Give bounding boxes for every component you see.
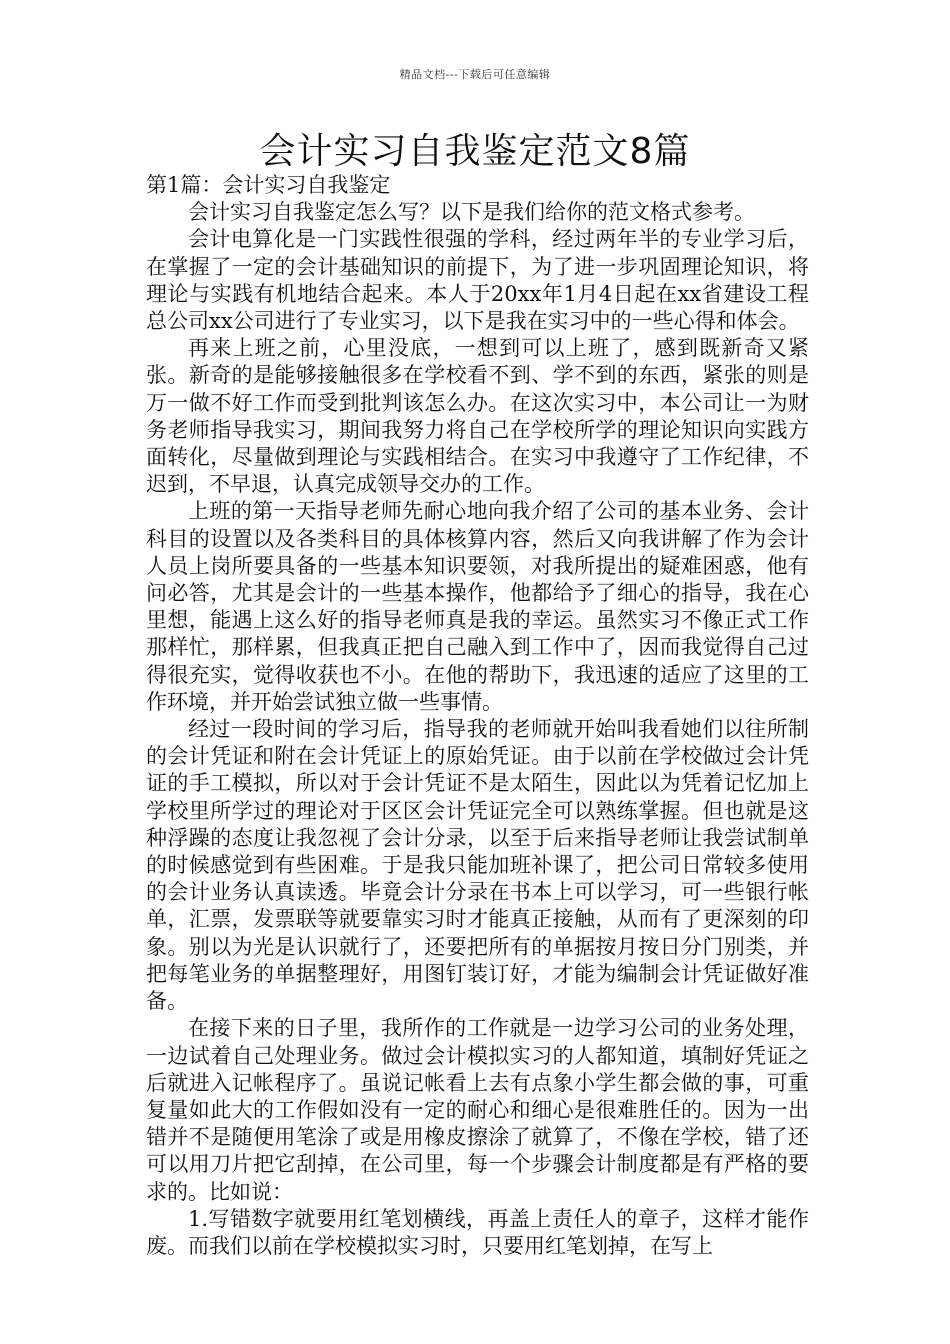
paragraph-mentor: 上班的第一天指导老师先耐心地向我介绍了公司的基本业务、会计科目的设置以及各类科目的具体核算内容，然后又向我讲解了作为会计人员上岗所要具备的一些基本知识要领，对我所提出的疑难困惑，他有问必答，尤其是会计的一些基本操作，他都给予了细心的指导，我在心里想，能遇上这么好的指导老师真是我的幸运。虽然实习不像正式工作那样忙，那样累，但我真正把自己融入到工作中了，因而我觉得自己过得很充实，觉得收获也不小。在他的帮助下，我迅速的适应了这里的工作环境，并开始尝试独立做一些事情。 bbox=[146, 499, 809, 714]
paragraph-rule-1: 1.写错数字就要用红笔划横线，再盖上责任人的章子，这样才能作废。而我们以前在学校模拟实习时，只要用红笔划掉，在写上 bbox=[146, 1206, 809, 1258]
document-body bbox=[146, 172, 809, 1260]
paragraph-bookkeeping: 在接下来的日子里，我所作的工作就是一边学习公司的业务处理，一边试着自己处理业务。做过会计模拟实习的人都知道，填制好凭证之后就进入记帐程序了。虽说记帐看上去有点象小学生都会做的事，可重复量如此大的工作假如没有一定的耐心和细心是很难胜任的。因为一出错并不是随便用笔涂了或是用橡皮擦涂了就算了，不像在学校，错了还可以用刀片把它刮掉，在公司里，每一个步骤会计制度都是有严格的要求的。比如说： bbox=[146, 1016, 809, 1204]
paragraph-first-days: 再来上班之前，心里没底，一想到可以上班了，感到既新奇又紧张。新奇的是能够接触很多在学校看不到、学不到的东西，紧张的则是万一做不好工作而受到批判该怎么办。在这次实习中，本公司让一为财务老师指导我实习，期间我努力将自己在学校所学的理论知识向实践方面转化，尽量做到理论与实践相结合。在实习中我遵守了工作纪律，不迟到，不早退，认真完成领导交办的工作。 bbox=[146, 336, 809, 497]
paragraph-intro: 会计实习自我鉴定怎么写？以下是我们给你的范文格式参考。 bbox=[188, 200, 755, 225]
paragraph-background: 会计电算化是一门实践性很强的学科，经过两年半的专业学习后，在掌握了一定的会计基础知识的前提下，为了进一步巩固理论知识，将理论与实践有机地结合起来。本人于20xx年1月4日起在xx省建设工程总公司xx公司进行了专业实习，以下是我在实习中的一些心得和体会。 bbox=[146, 227, 809, 334]
section-heading: 第1篇：会计实习自我鉴定 bbox=[146, 173, 391, 197]
document-title: 会计实习自我鉴定范文8篇 bbox=[259, 131, 691, 172]
paragraph-vouchers: 经过一段时间的学习后，指导我的老师就开始叫我看她们以往所制的会计凭证和附在会计凭证上的原始凭证。由于以前在学校做过会计凭证的手工模拟，所以对于会计凭证不是太陌生，因此以为凭着记忆加上学校里所学过的理论对于区区会计凭证完全可以熟练掌握。但也就是这种浮躁的态度让我忽视了会计分录，以至于后来指导老师让我尝试制单的时候感觉到有些困难。于是我只能加班补课了，把公司日常较多使用的会计业务认真读透。毕竟会计分录在书本上可以学习，可一些银行帐单，汇票，发票联等就要靠实习时才能真正接触，从而有了更深刻的印象。别以为光是认识就行了，还要把所有的单据按月按日分门别类，并把每笔业务的单据整理好，用图钉装订好，才能为编制会计凭证做好准备。 bbox=[146, 717, 809, 1014]
header-note: 精品文档---下载后可任意编辑 bbox=[399, 68, 551, 81]
